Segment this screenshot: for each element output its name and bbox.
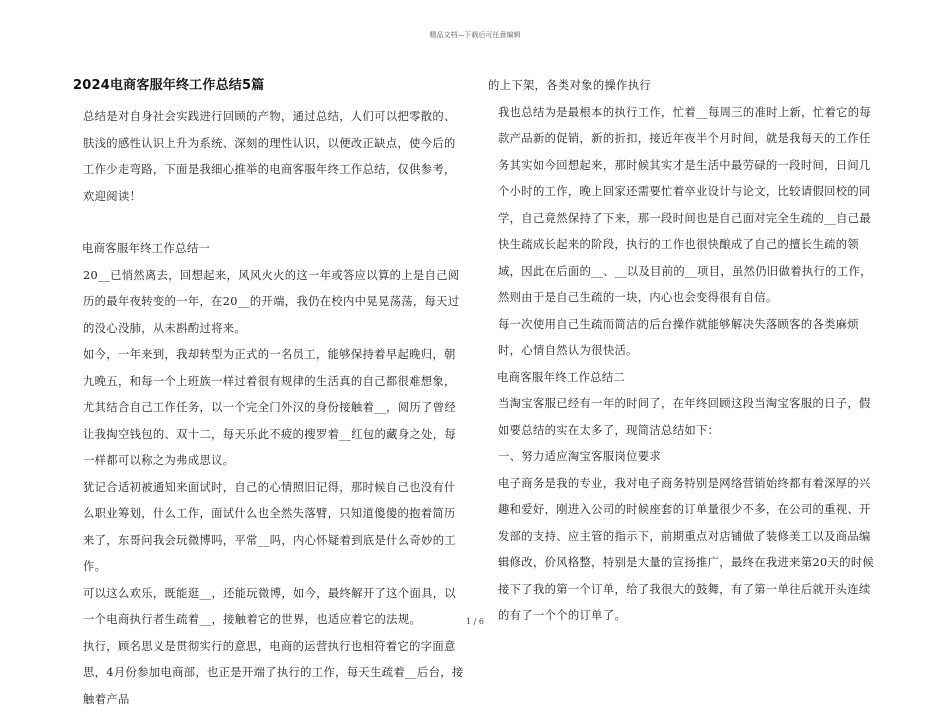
paragraph: 电子商务是我的专业，我对电子商务特别是网络营销始终都有着深厚的兴趣和爱好，刚进入公司的时候座套的订单量很少不多，在公司的重视、开发部的支持、应主管的指示下，前期重点对店铺做了装修美工以及商品编辑修改，价风格整，特别是大量的宣扬推广，最终在我进来第20天的时候接下了我的第一个订单，给了我很大的鼓舞，有了第一单往后就开头连续的有了一个个的订单了。 [488,471,878,630]
section-heading-1: 电商客服年终工作总结一 [73,236,465,263]
paragraph: 我也总结为是最根本的执行工作，忙着__每周三的准时上新，忙着它的每款产品新的促销，新的折扣，接近年夜半个月时间，就是我每天的工作任务其实如今回想起来，那时候其实才是生活中最劳碌的一段时间，日间几个小时的工作，晚上回家还需要忙着卒业设计与论文，比较请假回校的同学，自己竟然保持了下来，那一段时间也是自己面对完全生疏的__自己最快生疏成长起来的阶段，执行的工作也很快酿成了自己的擅长生疏的领域，因此在后面的__、__以及目前的__项目，虽然仍旧做着执行的工作，然则由于是自己生疏的一块，内心也会变得很有自信。 [488,100,878,312]
paragraph-continuation: 的上下架，各类对象的操作执行 [488,73,878,100]
paragraph: 如今，一年来到，我却转型为正式的一名员工，能够保持着早起晚归，朝九晚五，和每一个上班族一样过着很有规律的生活真的自己都很难想象，尤其结合自己工作任务，以一个完全门外汉的身份接触着__，阅历了曾经让我掏空钱包的、双十二，每天乐此不疲的搜罗着__红包的藏身之处，每一样都可以称之为弗成思议。 [73,342,465,475]
paragraph: 可以这么欢乐，既能逛__，还能玩微博，如今，最终解开了这个面具，以一个电商执行者生疏着__，接触着它的世界，也适应着它的法规。 [73,581,465,634]
paragraph: 每一次使用自己生疏而简洁的后台操作就能够解决失落顾客的各类麻烦时，心情自然认为很快活。 [488,312,878,365]
paragraph: 执行，顾名思义是贯彻实行的意思，电商的运营执行也相符着它的字面意思，4月份参加电商部，也正是开端了执行的工作，每天生疏着__后台，接触着产品 [73,634,465,713]
section-heading-2: 电商客服年终工作总结二 [488,365,878,392]
right-column [488,73,878,630]
document-title: 2024电商客服年终工作总结5篇 [73,73,465,99]
intro-paragraph: 总结是对自身社会实践进行回顾的产物，通过总结，人们可以把零散的、肤浅的感性认识上升为系统、深刻的理性认识，以便改正缺点，使今后的工作少走弯路，下面是我细心推举的电商客服年终工作总结，仅供参考，欢迎阅读！ [73,104,465,210]
page-number: 1 / 6 [0,617,950,626]
paragraph: 犹记合适初被通知来面试时，自己的心情照旧记得，那时候自己也没有什么职业筹划，什么工作，面试什么也全然失落臂，只知道傻傻的抱着简历来了，东哥问我会玩微博吗，平常__吗，内心怀疑着到底是什么奇妙的工作。 [73,475,465,581]
paragraph: 20__已悄然离去，回想起来，风风火火的这一年或答应以算的上是自己阅历的最年夜转变的一年，在20__的开端，我仍在校内中晃晃荡荡，每天过的没心没肺，从未斟酌过将来。 [73,263,465,343]
paragraph: 当淘宝客服已经有一年的时间了，在年终回顾这段当淘宝客服的日子，假如要总结的实在太多了，现简洁总结如下： [488,391,878,444]
subheading: 一、努力适应淘宝客服岗位要求 [488,444,878,471]
page-header: 精品文档—下载后可任意编辑 [0,30,950,40]
